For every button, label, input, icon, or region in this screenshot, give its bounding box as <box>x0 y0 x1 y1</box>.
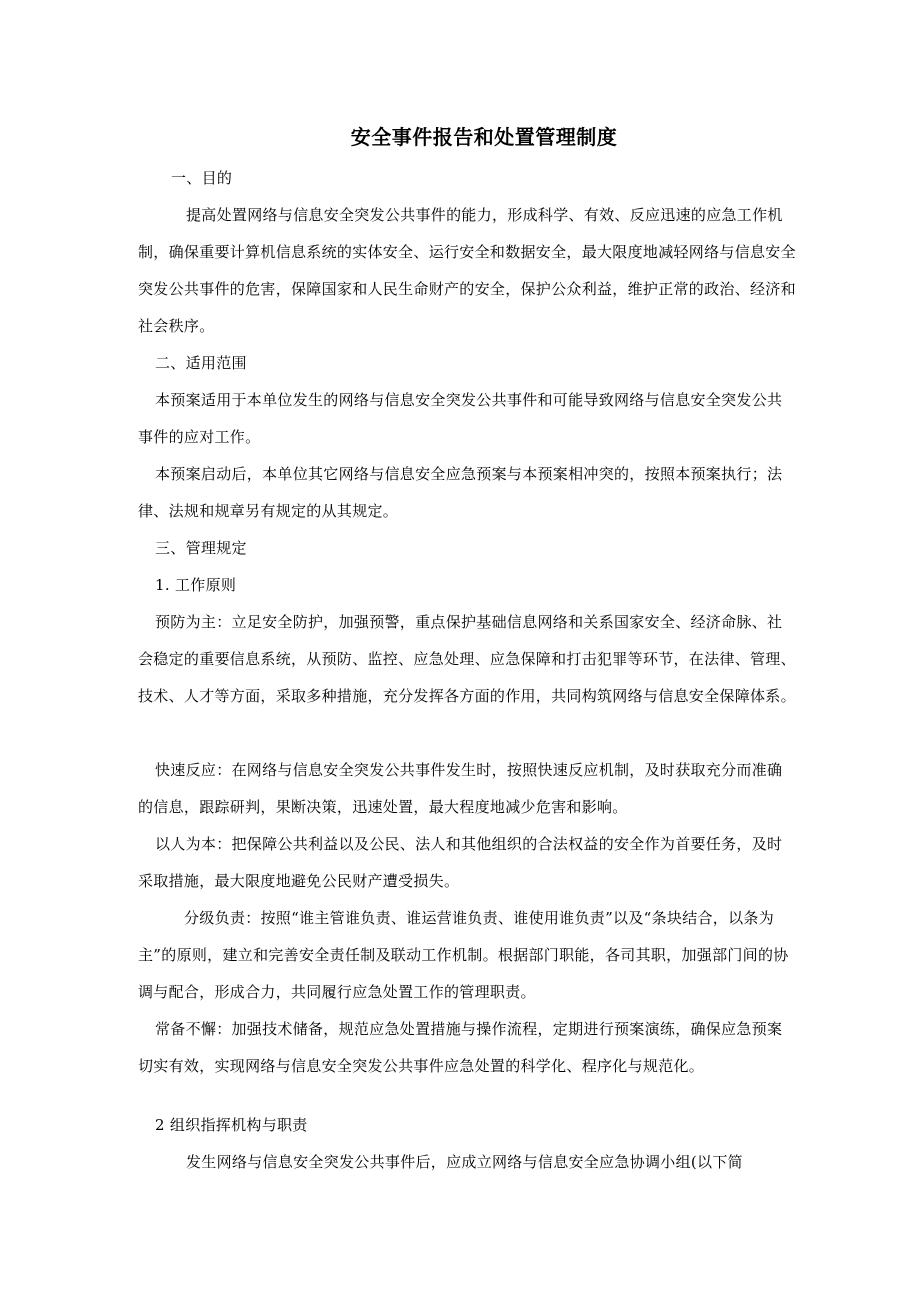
section-heading-purpose: 一、目的 <box>171 169 233 187</box>
principle-rapid-response: 快速反应：在网络与信息安全突发公共事件发生时，按照快速反应机制，及时获取充分而准确的信息，跟踪研判，果断决策，迅速处置，最大程度地减少危害和影响。 <box>138 761 783 816</box>
principle-prevention: 预防为主：立足安全防护，加强预警，重点保护基础信息网络和关系国家安全、经济命脉、社会稳定的重要信息系统，从预防、监控、应急处理、应急保障和打击犯罪等环节，在法律、管理、技术、人才等方面，采取多种措施，充分发挥各方面的作用，共同构筑网络与信息安全保障体系。 <box>138 613 796 705</box>
principle-people-first: 以人为本：把保障公共利益以及公民、法人和其他组织的合法权益的安全作为首要任务，及时采取措施，最大限度地避免公民财产遭受损失。 <box>138 835 783 890</box>
principle-graded-responsibility: 分级负责：按照“谁主管谁负责、谁运营谁负责、谁使用谁负责”以及“条块结合，以条为主”的原则，建立和完善安全责任制及联动工作机制。根据部门职能，各司其职，加强部门间的协调与配合，形成合力，共同履行应急处置工作的管理职责。 <box>138 909 789 1001</box>
principle-preparedness: 常备不懈：加强技术储备，规范应急处置措施与操作流程，定期进行预案演练，确保应急预案切实有效，实现网络与信息安全突发公共事件应急处置的科学化、程序化与规范化。 <box>138 1020 783 1075</box>
document-title: 安全事件报告和处置管理制度 <box>350 125 618 149</box>
scope-paragraph-2: 本预案启动后，本单位其它网络与信息安全应急预案与本预案相冲突的，按照本预案执行；法律、法规和规章另有规定的从其规定。 <box>138 465 783 520</box>
organization-paragraph: 发生网络与信息安全突发公共事件后，应成立网络与信息安全应急协调小组(以下简 <box>186 1153 743 1171</box>
subsection-heading-principles: 1. 工作原则 <box>155 576 237 594</box>
subsection-heading-organization: 2 组织指挥机构与职责 <box>155 1116 308 1134</box>
section-heading-management: 三、管理规定 <box>155 539 247 557</box>
purpose-paragraph: 提高处置网络与信息安全突发公共事件的能力，形成科学、有效、反应迅速的应急工作机制，确保重要计算机信息系统的实体安全、运行安全和数据安全，最大限度地减轻网络与信息安全突发公共事件的危害，保障国家和人民生命财产的安全，保护公众利益，维护正常的政治、经济和社会秩序。 <box>138 206 796 335</box>
scope-paragraph-1: 本预案适用于本单位发生的网络与信息安全突发公共事件和可能导致网络与信息安全突发公共事件的应对工作。 <box>138 391 783 446</box>
section-heading-scope: 二、适用范围 <box>155 354 247 372</box>
